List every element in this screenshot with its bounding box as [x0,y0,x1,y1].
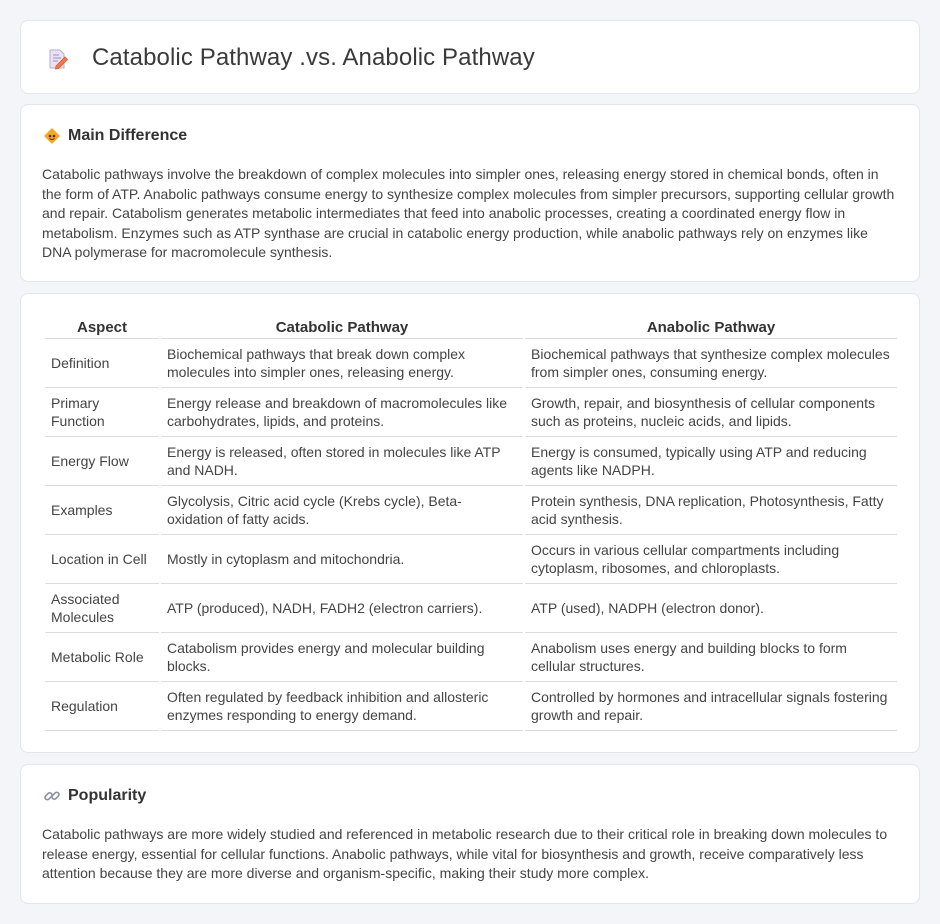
aspect-cell: Examples [45,486,159,535]
aspect-cell: Metabolic Role [45,633,159,682]
aspect-cell: Definition [45,339,159,388]
aspect-cell: Associated Molecules [45,584,159,633]
table-row [45,486,897,535]
catabolic-cell: Energy is released, often stored in molecules like ATP and NADH. [161,437,523,486]
table-row [45,388,897,437]
anabolic-cell: ATP (used), NADPH (electron donor). [525,584,897,633]
document-edit-icon [47,48,69,70]
catabolic-cell: Catabolism provides energy and molecular building blocks. [161,633,523,682]
anabolic-cell: Biochemical pathways that synthesize complex molecules from simpler ones, consuming energy. [525,339,897,388]
link-icon [43,787,61,805]
table-header-row [45,314,897,339]
aspect-cell: Energy Flow [45,437,159,486]
table-row [45,682,897,731]
header-card [20,20,920,94]
table-row [45,437,897,486]
comparison-table-card [20,293,920,753]
aspect-cell: Primary Function [45,388,159,437]
anabolic-cell: Protein synthesis, DNA replication, Photosynthesis, Fatty acid synthesis. [525,486,897,535]
main-difference-heading [43,127,187,145]
main-difference-text: Catabolic pathways involve the breakdown of complex molecules into simpler ones, releasing energy stored in chemical bonds, often in the form of ATP. Anabolic pathways consume energy to synthesize complex molecules from simpler precursors, supporting cellular growth and repair. Catabolism generates metabolic intermediates that feed into anabolic processes, creating a coordinated energy flow in metabolism. Enzymes such as ATP synthase are crucial in catabolic energy production, while anabolic pathways rely on enzymes like DNA polymerase for macromolecule synthesis. [42,166,895,261]
popularity-card [20,764,920,904]
table-row [45,633,897,682]
diamond-icon [43,127,61,145]
table-row [45,584,897,633]
anabolic-cell: Controlled by hormones and intracellular signals fostering growth and repair. [525,682,897,731]
anabolic-cell: Anabolism uses energy and building blocks to form cellular structures. [525,633,897,682]
header-catabolic: Catabolic Pathway [161,314,523,339]
table-row [45,339,897,388]
anabolic-cell: Energy is consumed, typically using ATP and reducing agents like NADPH. [525,437,897,486]
popularity-heading [43,787,146,805]
catabolic-cell: Often regulated by feedback inhibition and allosteric enzymes responding to energy demand. [161,682,523,731]
popularity-title: Popularity [68,787,147,804]
anabolic-cell: Occurs in various cellular compartments including cytoplasm, ribosomes, and chloroplasts. [525,535,897,584]
main-difference-title: Main Difference [68,127,188,144]
header-anabolic: Anabolic Pathway [525,314,897,339]
header-aspect: Aspect [45,314,159,339]
comparison-table [43,314,899,731]
anabolic-cell: Growth, repair, and biosynthesis of cellular components such as proteins, nucleic acids, and lipids. [525,388,897,437]
catabolic-cell: Energy release and breakdown of macromolecules like carbohydrates, lipids, and proteins. [161,388,523,437]
catabolic-cell: Glycolysis, Citric acid cycle (Krebs cycle), Beta-oxidation of fatty acids. [161,486,523,535]
popularity-text: Catabolic pathways are more widely studied and referenced in metabolic research due to their critical role in breaking down molecules to release energy, essential for cellular functions. Anabolic pathways, while vital for biosynthesis and growth, receive comparatively less attention because they are more diverse and organism-specific, making their study more complex. [42,826,888,882]
page-title: Catabolic Pathway .vs. Anabolic Pathway [92,44,535,71]
catabolic-cell: Mostly in cytoplasm and mitochondria. [161,535,523,584]
table-row [45,535,897,584]
catabolic-cell: Biochemical pathways that break down complex molecules into simpler ones, releasing energy. [161,339,523,388]
aspect-cell: Location in Cell [45,535,159,584]
catabolic-cell: ATP (produced), NADH, FADH2 (electron carriers). [161,584,523,633]
aspect-cell: Regulation [45,682,159,731]
main-difference-card [20,104,920,282]
